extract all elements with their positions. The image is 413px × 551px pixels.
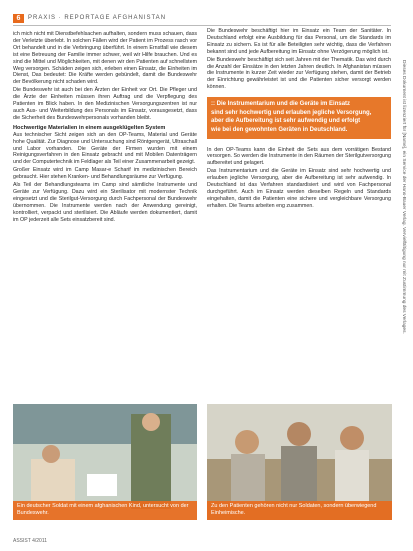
right-column [207,28,391,211]
left-column [13,31,197,224]
pull-quote-line: :: Die Instrumentarium und die Geräte im Einsatz [211,101,351,108]
pull-quote-line: aber die Aufbereitung ist sehr aufwendig und erfolgt [211,118,361,125]
paragraph: Aus technischer Sicht zeigen sich an den OP-Teams, Material und Geräte hohe Qualität. Zur Diagnose und Untersuchung sind Röntgengerät, Ultraschall und Labor vorhanden. Die Geräte der Firmen wurden mit einem Reinigungsverfahren in den Einsatz gebracht und mit Mobilen Datenträgern und der Computertechnik im Feldlager als Teil einer Zusammenarbeit gezeigt. [13,131,197,166]
paragraph: Großer Einsatz wird im Camp Masar-e Scharif im medizinischen Bereich gebraucht. Hier stehen Kranken- und Behandlungsräume zur Verfügung. [13,167,197,181]
paragraph: Die Bundeswehr ist auch bei den Ärzten der Einheit vor Ort. Die Pfleger und die Ärzte der Einheiten müssen ihren Auftrag und die Verpflegung des Patienten im Blick haben. In den Medizinischen Versorgungszentren ist nur auch Aus- und Weiterbildung des Personals im Einsatz, vorausgesetzt, dass die Sicherheit des Bundeswehrpersonals vorhanden bleibt. [13,87,197,121]
photo-afghan-patients [207,404,392,520]
paragraph: Die Bundeswehr beschäftigt hier im Einsatz ein Team der Sanitäter. In Deutschland erfolgt eine Ausbildung für das Personal, um die Standards im Einsatz zu sichern. Es ist für alle Beteiligten sehr wichtig, dass die Verfahren bekannt sind und jede Aufbereitung im Einsatz ohne Verzögerung möglich ist. [207,28,391,55]
subheading: Hochwertige Materialien in einem ausgeklügelten System [13,124,166,131]
header-rule [13,25,391,26]
license-text: Dieses Dokument ist lizenziert für [Name], ein Service der Hans-Bauer Verlag. Vervielfältigung nur mit Zustimmung des Verlages. [401,60,406,334]
page-number: 6 [13,14,24,23]
paragraph: ich mich nicht mit Dienstbefehlsachen aufhalten, sondern muss schauen, dass der Verletzte überlebt. In solchen Fällen wird der Patient im Prozess rasch vor Ort behandelt und in die Verbringung überführt. In einem Ernstfall wie diesem ist eine Betreuung der Familie immer schwer, weil wir Hilfe brauchen. Und es sind die Mittel und Möglichkeiten, mit denen wir den Patienten auf schnellstem Weg versorgen. Schäden zeigen sich, erleben einen Einsatz, die Einheiten im Dienst, Das bedeutet: Die Kräfte werden gebündelt, damit die Bundeswehr der Bevölkerung nicht schaden wird. [13,31,197,86]
paragraph: In den OP-Teams kann die Einheit die Sets aus dem vorrätigen Bestand versorgen. So werden die Instrumente in den Räumen der Sterilgutversorgung aufbereitet und gelagert. [207,146,391,167]
photo-caption: Ein deutscher Soldat mit einem afghanischen Kind, untersucht von der Bundeswehr. [13,501,197,520]
paragraph: Das Instrumentarium und die Geräte im Einsatz sind sehr hochwertig und erlauben jegliche Versorgung, aber die Aufbereitung ist sehr aufwendig. In Deutschland ist das Verfahren standardisiert und wird von Fachpersonal durchgeführt. Auch im Einsatz werden dieselben Regeln und Standards eingehalten, damit die Patienten eine sichere und vergleichbare Versorgung erhalten. Die Teams arbeiten eng zusammen. [207,168,391,209]
page-footer: ASSIST 4/2011 [13,538,48,544]
section-title: PRAXIS · REPORTAGE AFGHANISTAN [28,15,167,21]
paragraph: Die Bundeswehr beschäftigt sich seit Jahren mit der Thematik. Das wird durch die Anzahl der Einsätze in den letzten Jahren deutlich. In Afghanistan müssen die Instrumente in kurzer Zeit wieder zur Verfügung stehen, damit der Betrieb der Einrichtung gewährleistet ist und die Patienten sicher versorgt werden können. [207,56,391,91]
pull-quote-line: wie bei den gewohnten Geräten in Deutschland. [211,126,348,133]
pull-quote [207,97,391,138]
pull-quote-line: sind sehr hochwertig und erlauben jegliche Versorgung, [211,109,372,116]
photo-caption: Zu den Patienten gehören nicht nur Soldaten, sondern überwiegend Einheimische. [207,501,392,520]
page-header [13,13,166,23]
license-note [396,60,408,480]
paragraph: Als Teil der Behandlungsteams im Camp sind sämtliche Instrumente und Geräte zur Verfügung. Dazu wird ein Sterilisator mit modernster Technik eingesetzt und die Sterilgut-Versorgung durch Fachpersonal der Bundeswehr übernommen. Die Instrumente werden nach der Anwendung gereinigt, kontrolliert, verpackt und sterilisiert. Die Abläufe werden dokumentiert, damit im OP jederzeit alle Sets einsatzbereit sind. [13,182,197,223]
photo-soldier-with-child [13,404,197,520]
